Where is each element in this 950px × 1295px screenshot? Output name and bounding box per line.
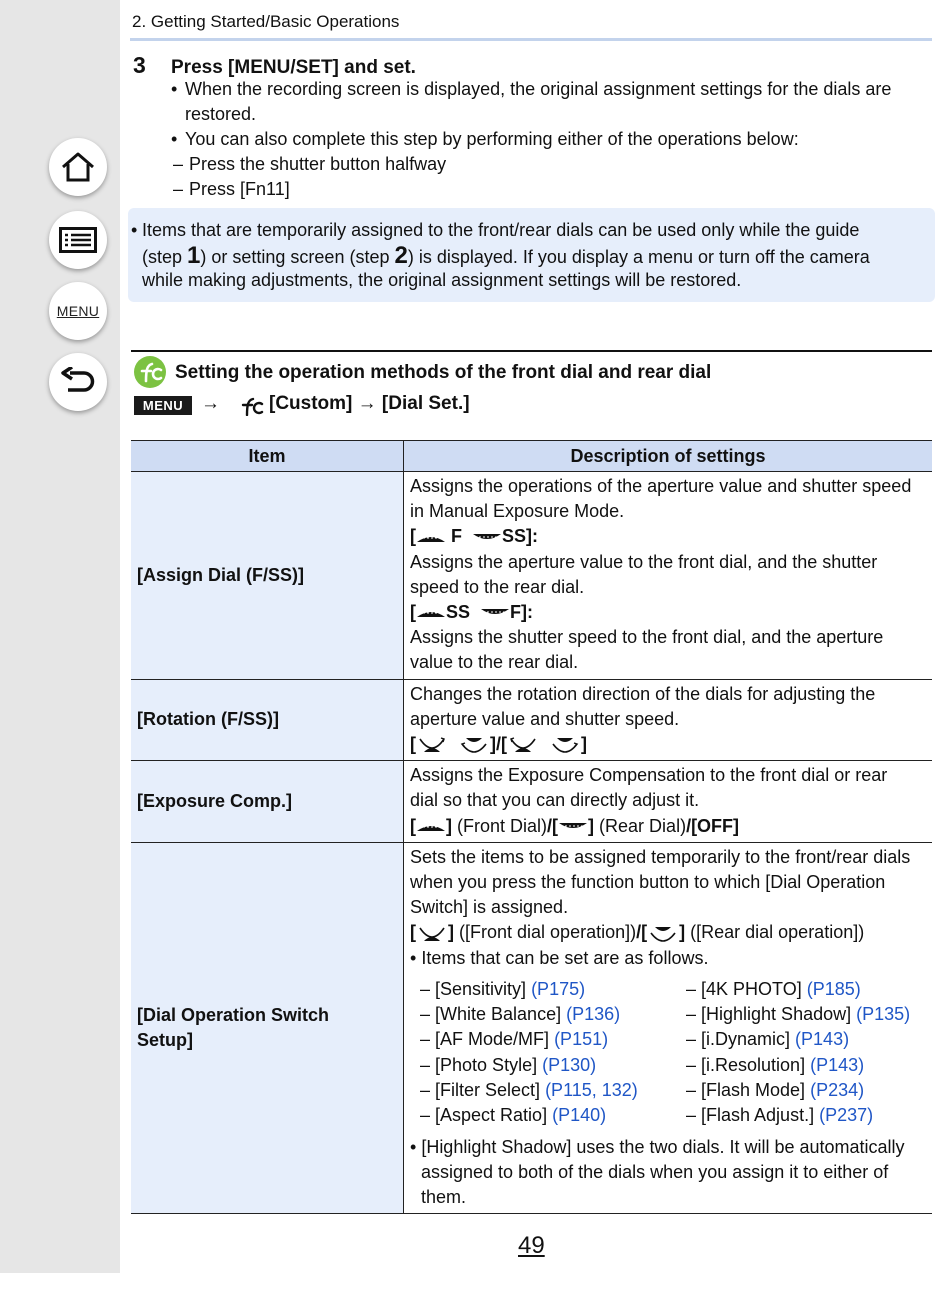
front-dial-icon [416,608,446,618]
list-item: – [4K PHOTO] (P185) [686,978,861,999]
rear-dial-operation-icon [647,924,679,944]
menu-button[interactable] [49,282,107,340]
page-link[interactable]: (P151) [554,1029,609,1050]
list-item: – [AF Mode/MF] (P151) [420,1029,609,1050]
list-item: – [White Balance] (P136) [420,1004,621,1025]
item-rotation: [Rotation (F/SS)] [131,679,404,761]
front-dial-icon [416,533,446,543]
list-item: – [Sensitivity] (P175) [420,978,586,999]
page-link[interactable]: (P185) [806,978,861,999]
note-text: while making adjustments, the original assignment settings will be restored. [142,270,742,290]
step-bullet: • [171,79,178,99]
note-text: Items that are temporarily assigned to the front/rear dials can be used only while the guide [142,220,860,240]
page-link[interactable]: (P136) [566,1004,621,1025]
settable-items-list [410,977,926,1129]
column-header-item: Item [131,441,404,472]
list-item: – [i.Dynamic] (P143) [686,1029,850,1050]
list-item: – [Aspect Ratio] (P140) [420,1105,607,1126]
sidebar [0,0,120,1273]
rear-dial-clockwise-icon [458,735,490,755]
page-link[interactable]: (P234) [810,1080,865,1101]
page-link[interactable]: (P175) [531,978,586,999]
page-link[interactable]: (P143) [810,1054,865,1075]
column-header-description: Description of settings [404,441,933,472]
dash-item: Press [Fn11] [189,179,290,199]
rear-dial-icon [480,608,510,618]
menu-path: [Custom] → [Dial Set.] [269,393,470,414]
rear-dial-icon [472,533,502,543]
home-icon [60,151,96,183]
item-dial-operation-switch: [Dial Operation Switch Setup] [131,842,404,1213]
back-button[interactable] [49,353,107,411]
table-row [131,472,932,680]
contents-button[interactable] [49,211,107,269]
front-dial-clockwise-icon [416,735,448,755]
page-number: 49 [518,1232,545,1259]
list-icon [59,227,97,253]
note-text: (step 1) or setting screen (step 2) is displayed. If you display a menu or turn off the camera [142,242,870,269]
step-number: 3 [133,52,146,78]
list-item: – [Photo Style] (P130) [420,1054,597,1075]
page-link[interactable]: (P115, 132) [545,1080,638,1101]
settings-table [131,440,932,1214]
home-button[interactable] [49,138,107,196]
item-assign-dial: [Assign Dial (F/SS)] [131,472,404,680]
step-bullet: • [171,129,178,149]
list-item: – [Filter Select] (P115, 132) [420,1080,638,1101]
step-bullet-text: restored. [185,104,257,124]
menu-label: MENU [56,303,100,319]
step-bullet-text: When the recording screen is displayed, the original assignment settings for the dials are [185,79,892,99]
list-item: – [Flash Mode] (P234) [686,1080,865,1101]
front-dial-counter-icon [507,735,539,755]
section-title: Setting the operation methods of the front dial and rear dial [175,362,712,383]
step-bullet-text: You can also complete this step by performing either of the operations below: [185,129,799,149]
dash-item: Press the shutter button halfway [189,154,447,174]
description-dial-operation-switch: Sets the items to be assigned temporarily to the front/rear dials when you press the function button to which [Dial Operation Switch] is assigned. [ ] ([Front dial operation])/[ ] ([Rear dial operation]) • Items that can be set are as follows. – [Sensitivity] (P175) – [White Balance] (P136) – [AF Mode/MF] (P151) – [Photo Style] (P130) – [Filter Select] (P115, 132) – [Aspect Ratio] (P140) – [4K PHOTO] (P185) – [Highlight Shadow] (P135) – [i.Dynamic] (P143) – [i.Resolution] (P143) – [Flash Mode] (P234) – [Flash Adjust.] (P237) • [Highlight Shadow] uses the two dials. It will be automatically assigned to both of the dials when you assign it to either of them. [404,842,933,1213]
path-arrow: → [201,393,220,414]
table-row [131,842,932,1213]
page-link[interactable]: (P135) [856,1004,911,1025]
custom-menu-icon [134,356,166,388]
dash-marker: – [173,179,184,199]
dash-marker: – [173,154,184,174]
list-item: – [i.Resolution] (P143) [686,1054,865,1075]
page-link[interactable]: (P237) [819,1105,874,1126]
list-item: – [Highlight Shadow] (P135) [686,1004,911,1025]
table-header-row [131,441,932,472]
custom-icon [240,396,264,422]
description-rotation: Changes the rotation direction of the dials for adjusting the aperture value and shutter speed. [ ]/[ ] [404,679,933,761]
item-exposure-comp: [Exposure Comp.] [131,761,404,843]
rear-dial-counter-icon [549,735,581,755]
front-dial-operation-icon [416,924,448,944]
page-link[interactable]: (P140) [552,1105,607,1126]
step-title: Press [MENU/SET] and set. [171,57,416,78]
menu-badge: MENU [134,396,192,415]
table-row [131,761,932,843]
breadcrumb: 2. Getting Started/Basic Operations [132,12,400,31]
page-link[interactable]: (P143) [795,1029,850,1050]
back-arrow-icon [60,367,96,397]
front-dial-icon [416,822,446,832]
table-row [131,679,932,761]
rear-dial-icon [558,822,588,832]
section-divider [131,350,932,352]
note-bullet: • [131,220,138,240]
page-link[interactable]: (P130) [542,1054,597,1075]
description-exposure-comp: Assigns the Exposure Compensation to the front dial or rear dial so that you can directly adjust it. [ ] (Front Dial)/[ ] (Rear Dial)/[OFF] [404,761,933,843]
list-item: – [Flash Adjust.] (P237) [686,1105,874,1126]
header-divider [130,38,932,41]
description-assign-dial: Assigns the operations of the aperture value and shutter speed in Manual Exposure Mode. [ F SS]: Assigns the aperture value to the front dial, and the shutter speed to the rear dial. [ SS F]: Assigns the shutter speed to the front dial, and the aperture value to the rear dial. [404,472,933,680]
